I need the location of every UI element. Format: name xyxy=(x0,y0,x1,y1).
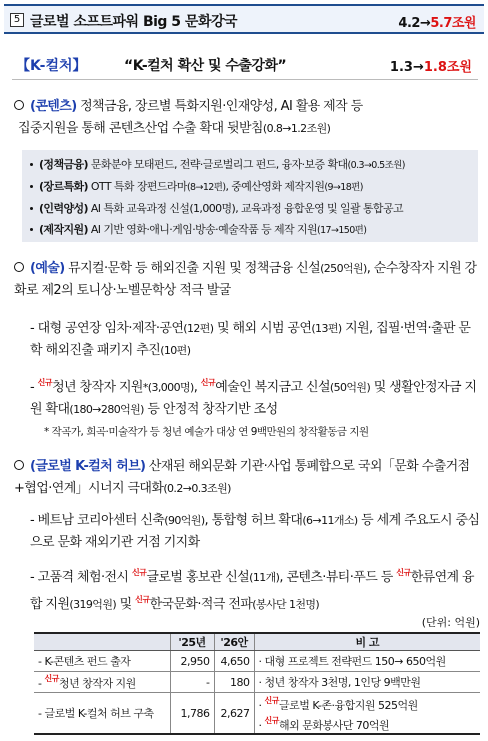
dash-item: - $^{신규}$청년 창작자 지원*(3,000명), $^{신규}$예술인 복지금고 신설(50억원) 및 생활안정자금 지원 확대(180→280억원) 등 안정적 창작기반 조성 xyxy=(30,378,477,417)
new-badge: 신규 xyxy=(396,568,411,577)
new-badge: 신규 xyxy=(37,378,53,387)
detail-line: (정책금융) 문화분야 모태펀드, 전략·글로벌리그 펀드, 융자·보증 확대(0.3→0.5조원) xyxy=(30,154,470,176)
table-cell: 180 xyxy=(214,672,254,693)
detail-line: (인력양성) AI 특화 교육과정 신설(1,000명), 교육과정 융합운영 및 일괄 통합공고 xyxy=(30,198,470,219)
table-row xyxy=(34,693,480,735)
circle-bullet-icon xyxy=(14,100,24,110)
new-badge: 신규 xyxy=(264,696,279,705)
table-row xyxy=(34,651,480,672)
content-paragraph: (글로벌 K-컬처 허브) 산재된 해외문화 기관·사업 통폐합으로 국외「문화 수출거점+협업·연계」시너지 극대화(0.2→0.3조원) xyxy=(14,459,470,496)
subsection-tag: 【K-컬처】 xyxy=(16,58,87,74)
table-header-row xyxy=(34,633,480,651)
detail-line: (제작지원) AI 기반 영화·애니·게임·방송·예술작품 등 제작 지원(17→150편) xyxy=(30,219,470,241)
table-cell: - K-콘텐츠 펀드 출자 xyxy=(34,651,170,672)
table-row xyxy=(34,672,480,693)
new-badge: 신규 xyxy=(131,568,147,577)
dot-bullet-icon xyxy=(30,163,33,166)
content-paragraph: (예술) 뮤지컬·문학 등 해외진출 지원 및 정책금융 신설(250억원), 순수창작자 지원 강화로 제2의 토니상·노벨문학상 적극 발굴 xyxy=(14,261,477,298)
detail-line: (장르특화) OTT 특화 장편드라마(8→12편), 중예산영화 제작지원(9→18편) xyxy=(30,176,470,198)
table-cell: · $^{신규}$글로벌 K-존·융합지원 525억원 · $^{신규}$해외 문화봉사단 70억원 xyxy=(254,693,480,735)
new-badge: 신규 xyxy=(135,595,150,604)
table-cell: 2,627 xyxy=(214,693,254,735)
section-number: 5 xyxy=(10,13,24,27)
budget-table xyxy=(34,632,480,735)
table-cell: - 글로벌 K-컬처 허브 구축 xyxy=(34,693,170,735)
table-unit: (단위: 억원) xyxy=(421,616,480,629)
new-badge: 신규 xyxy=(200,378,216,387)
subsection-title: “K-컬처 확산 및 수출강화” xyxy=(124,58,287,74)
dot-bullet-icon xyxy=(30,228,33,231)
circle-bullet-icon xyxy=(14,262,24,272)
dash-item: - 대형 공연장 임차·제작·공연(12편) 및 해외 시범 공연(13편) 지원, 집필·번역·출판 문학 해외진출 패키지 추진(10편) xyxy=(30,321,471,358)
section-title: 글로벌 소프트파워 Big 5 문화강국 xyxy=(30,14,238,30)
circle-bullet-icon xyxy=(14,460,24,470)
dot-bullet-icon xyxy=(30,207,33,210)
section-amount: 4.2→5.7조원 xyxy=(398,16,476,31)
content-paragraph: (콘텐츠) 정책금융, 장르별 특화지원·인재양성, AI 활용 제작 등 집중지원을 통해 콘텐츠산업 수출 확대 뒷받침(0.8→1.2조원) xyxy=(14,96,480,140)
section-header xyxy=(4,4,484,34)
table-cell: 1,786 xyxy=(170,693,214,735)
dot-bullet-icon xyxy=(30,185,33,188)
table-header xyxy=(34,633,170,651)
table-cell: - xyxy=(170,672,214,693)
table-header: 비 고 xyxy=(254,633,480,651)
subsection-header xyxy=(12,50,478,80)
footnote: * 작곡가, 희곡·미술작가 등 청년 예술가 대상 연 9백만원의 창작활동금 지원 xyxy=(44,426,369,438)
table-cell: · 청년 창작자 3천명, 1인당 9백만원 xyxy=(254,672,480,693)
table-header: '26안 xyxy=(214,633,254,651)
detail-box xyxy=(22,150,478,242)
subsection-amount: 1.3→1.8조원 xyxy=(389,60,472,75)
table-cell: - $^{신규}$청년 창작자 지원 xyxy=(34,672,170,693)
dash-item: - 베트남 코리아센터 신축(90억원), 통합형 허브 확대(6→11개소) 등 세계 주요도시 중심으로 문화 재외기관 거점 기지화 xyxy=(30,513,480,550)
table-cell: 4,650 xyxy=(214,651,254,672)
new-badge: 신규 xyxy=(44,674,59,683)
table-header: '25년 xyxy=(170,633,214,651)
dash-item: - 고품격 체험·전시 $^{신규}$글로벌 홍보관 신설(11개), 콘텐츠·뷰티·푸드 등 $^{신규}$한류연계 융합 지원(319억원) 및 $^{신규}$한국문화·적극 전파(봉사단 1천명) xyxy=(30,568,475,612)
table-cell: · 대형 프로젝트 전략펀드 150→ 650억원 xyxy=(254,651,480,672)
table-cell: 2,950 xyxy=(170,651,214,672)
new-badge: 신규 xyxy=(264,716,279,725)
